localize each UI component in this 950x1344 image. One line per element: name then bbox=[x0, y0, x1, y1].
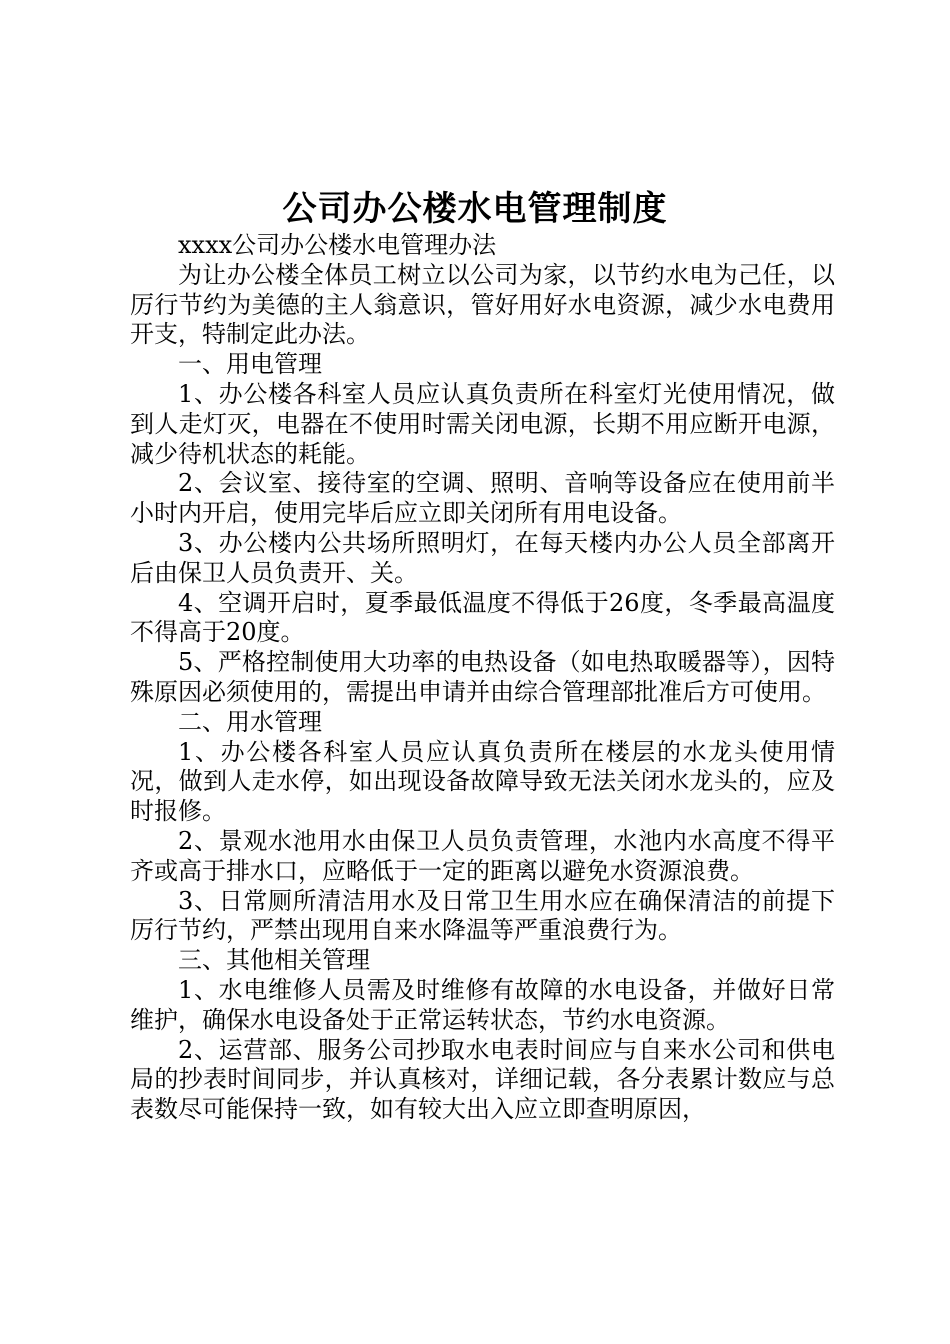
document-title: 公司办公楼水电管理制度 bbox=[282, 189, 668, 229]
other-item-1: 1、水电维修人员需及时维修有故障的水电设备，并做好日常维护，确保水电设备处于正常运转状态，节约水电资源。 bbox=[130, 975, 835, 1034]
section-heading-other: 三、其他相关管理 bbox=[178, 946, 370, 975]
electricity-item-4: 4、空调开启时，夏季最低温度不得低于26度，冬季最高温度不得高于20度。 bbox=[130, 588, 835, 647]
water-item-1: 1、办公楼各科室人员应认真负责所在楼层的水龙头使用情况，做到人走水停，如出现设备故障导致无法关闭水龙头的，应及时报修。 bbox=[130, 737, 835, 826]
electricity-item-1: 1、办公楼各科室人员应认真负责所在科室灯光使用情况，做到人走灯灭，电器在不使用时需关闭电源，长期不用应断开电源，减少待机状态的耗能。 bbox=[130, 379, 835, 468]
electricity-item-2: 2、会议室、接待室的空调、照明、音响等设备应在使用前半小时内开启，使用完毕后应立即关闭所有用电设备。 bbox=[130, 469, 835, 528]
electricity-item-3: 3、办公楼内公共场所照明灯，在每天楼内办公人员全部离开后由保卫人员负责开、关。 bbox=[130, 528, 835, 587]
section-heading-water: 二、用水管理 bbox=[178, 707, 322, 736]
subtitle-paragraph: xxxx公司办公楼水电管理办法 bbox=[178, 231, 497, 259]
other-item-2: 2、运营部、服务公司抄取水电表时间应与自来水公司和供电局的抄表时间同步，并认真核对，详细记载，各分表累计数应与总表数尽可能保持一致，如有较大出入应立即查明原因， bbox=[130, 1035, 835, 1124]
water-item-2: 2、景观水池用水由保卫人员负责管理，水池内水高度不得平齐或高于排水口，应略低于一定的距离以避免水资源浪费。 bbox=[130, 826, 835, 885]
electricity-item-5: 5、严格控制使用大功率的电热设备（如电热取暖器等），因特殊原因必须使用的，需提出申请并由综合管理部批准后方可使用。 bbox=[130, 648, 835, 706]
water-item-3: 3、日常厕所清洁用水及日常卫生用水应在确保清洁的前提下厉行节约，严禁出现用自来水降温等严重浪费行为。 bbox=[130, 886, 835, 945]
intro-paragraph: 为让办公楼全体员工树立以公司为家，以节约水电为己任，以厉行节约为美德的主人翁意识，管好用好水电资源，减少水电费用开支，特制定此办法。 bbox=[130, 260, 835, 349]
document-body bbox=[130, 231, 835, 1125]
section-heading-electricity: 一、用电管理 bbox=[178, 350, 322, 379]
